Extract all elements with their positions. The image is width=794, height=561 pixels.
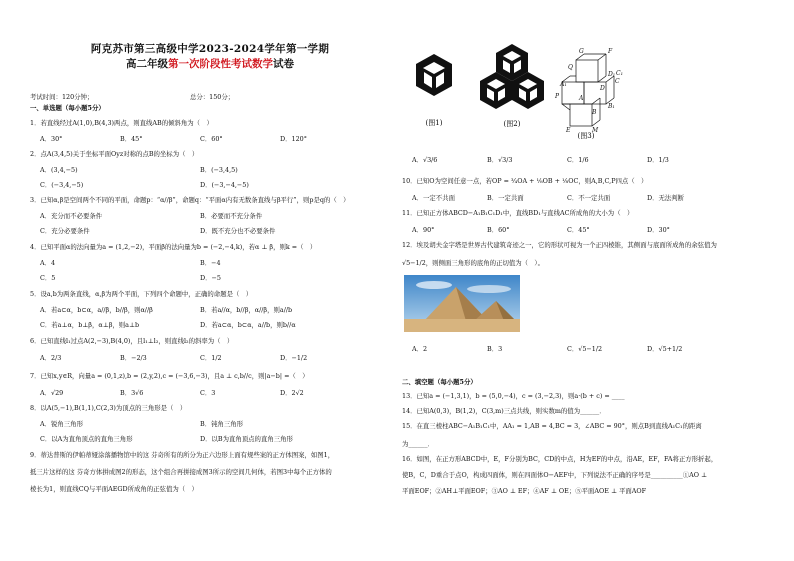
q5-option-a[interactable]: A．若a⊂α，b⊂α，a//β，b//β，则α//β [40,306,153,314]
q3-option-b[interactable]: B．必要而不充分条件 [200,212,263,220]
q9-option-c[interactable]: C．1/6 [567,156,589,164]
q2-option-a[interactable]: A．(3,4,−5) [40,166,78,174]
q10-option-b[interactable]: B．一定共面 [487,194,524,202]
q9-option-d[interactable]: D．1/3 [647,156,669,164]
svg-text:Q: Q [568,64,573,71]
exam-time: 考试时间：120分钟； [30,93,94,101]
question-3-stem: 3．已知α,β是空间两个不同的平面，命题p：“α//β”，命题q：“平面α内有无数条直线与β平行”，则p是q的（ ） [30,196,350,204]
exam-title-line1: 阿克苏市第三高级中学2023-2024学年第一学期 [90,43,330,55]
question-16-line2: 使B，C，D重合于点O，构成四面体，则在四面体O−AEF中，下列说法不正确的序号是__________①AO ⊥ [402,471,707,479]
q12-option-b[interactable]: B．3 [487,345,503,353]
title-grade: 高二年级 [126,58,168,70]
q6-option-c[interactable]: C．1/2 [200,354,222,362]
q3-option-c[interactable]: C．充分必要条件 [40,227,90,235]
q5-option-d[interactable]: D．若a⊂α，b⊂α，a//b，则b//α [200,321,296,329]
exam-title-line2 [30,56,390,71]
q8-option-a[interactable]: A．锐角三角形 [40,420,83,428]
figure-2-caption: (图2) [503,120,521,128]
q4-option-a[interactable]: A．4 [40,259,56,267]
q4-option-b[interactable]: B．−4 [200,259,221,267]
q7-option-b[interactable]: B．3√6 [120,389,144,397]
q7-option-a[interactable]: A．√29 [40,389,64,397]
question-6-stem: 6．已知直线l₁过点A(2,−3),B(4,0)，且l₁⊥l₂，则直线l₂的斜率为（ ） [30,337,234,345]
q8-option-b[interactable]: B．钝角三角形 [200,420,244,428]
q9-option-a[interactable]: A．√3/6 [412,156,438,164]
question-16-line1: 16．如图，在正方形ABCD中，E，F分别为BC，CD的中点，H为EF的中点，沿AE，EF，FA将正方形折起， [402,455,718,463]
q12-option-a[interactable]: A．2 [412,345,428,353]
q4-option-c[interactable]: C．5 [40,274,56,282]
section-heading-single-choice: 一、单选题（每小题5分） [30,104,105,112]
q8-option-c[interactable]: C．以A为直角顶点的直角三角形 [40,435,133,443]
question-14: 14．已知A(0,3)，B(1,2)，C(3,m)三点共线，则实数m的值为______． [402,407,606,415]
q10-option-a[interactable]: A．一定不共面 [412,194,455,202]
q1-option-b[interactable]: B．45° [120,135,143,143]
title-suffix: 试卷 [273,58,294,70]
q5-option-b[interactable]: B．若a//α，b//β，α//β，则a//b [200,306,293,314]
svg-text:B₁: B₁ [608,103,615,110]
q9-option-b[interactable]: B．√3/3 [487,156,513,164]
q6-option-a[interactable]: A．2/3 [40,354,62,362]
figure-1-caption: (图1) [425,119,443,127]
svg-text:G: G [579,48,584,55]
q3-option-d[interactable]: D．既不充分也不必要条件 [200,227,276,235]
total-score: 总分：150分； [190,93,235,101]
title-exam-name: 第一次阶段性考试数学 [168,58,273,70]
q2-option-c[interactable]: C．(−3,4,−5) [40,181,84,189]
q2-option-d[interactable]: D．(−3,−4,−5) [200,181,249,189]
svg-text:D₁: D₁ [608,71,616,78]
svg-text:M: M [592,127,599,134]
q12-option-c[interactable]: C．√5−1/2 [567,345,603,353]
left-column [30,0,390,561]
q1-option-c[interactable]: C．60° [200,135,223,143]
figure-1-cube [412,48,456,128]
section-heading-fill-in: 二、填空题（每小题5分） [402,378,477,386]
question-9-line2: 抵三片这样的这 芬奇方体拼成图2的形态，这个组合再拼接成图3所示的空间几何体，若图3中每个正方体的 [30,468,332,476]
question-1-stem: 1．若直线经过A(1,0),B(4,3)两点，则直线AB的倾斜角为（ ） [30,119,213,127]
question-13: 13．已知a = (−1,3,1)，b = (5,0,−4)，c = (3,−2,3)，则a·(b + c) = ____ [402,392,625,400]
question-15-line2: 为______． [402,440,434,448]
question-11-stem: 11．已知正方体ABCD−A₁B₁C₁D₁中，直线BD₁与直线AC所成角的大小为（ ） [402,209,634,217]
figure-3-cube-diagram [552,48,642,140]
pyramid-photo [404,275,520,332]
question-2-stem: 2．点A(3,4,5)关于坐标平面Oyz对称的点B的坐标为（ ） [30,150,199,158]
question-16-line3: 平面EOF；②AH⊥平面EOF；③AO ⊥ EF；④AF ⊥ OE；⑤平面AOE ⊥ 平面AOF [402,487,647,495]
figure-3-caption: (图3) [577,132,595,140]
svg-text:C: C [615,78,620,85]
q11-option-a[interactable]: A．90° [412,226,435,234]
question-5-stem: 5．设a,b为两条直线，α,β为两个平面，下列四个命题中，正确的命题是（ ） [30,290,253,298]
q7-option-d[interactable]: D．2√2 [280,389,304,397]
svg-text:B: B [592,109,597,116]
svg-text:A: A [579,95,584,102]
q7-option-c[interactable]: C．3 [200,389,216,397]
q10-option-d[interactable]: D．无法判断 [647,194,685,202]
q3-option-a[interactable]: A．充分而不必要条件 [40,212,103,220]
q11-option-b[interactable]: B．60° [487,226,510,234]
svg-text:C₁: C₁ [616,70,623,77]
svg-text:A₁: A₁ [560,81,567,88]
q8-option-d[interactable]: D．以B为直角顶点的直角三角形 [200,435,293,443]
q4-option-d[interactable]: D．−5 [200,274,221,282]
q5-option-c[interactable]: C．若a⊥α，b⊥β，α⊥β，则a⊥b [40,321,140,329]
q1-option-d[interactable]: D．120° [280,135,307,143]
question-7-stem: 7．已知x,y∈R，向量a = (0,1,z),b = (2,y,2),c = (−3,6,−3)，且a ⊥ c,b//c，则|a−b| =（ ） [30,372,309,380]
question-9-line1: 9．蒂达普斯的伊帕蒂娅涂落播物馆中的这 芬奇所有的所分为正六边形上面有规些案的正方体图案，如图1， [30,451,335,459]
svg-text:D: D [600,85,605,92]
q10-option-c[interactable]: C．不一定共面 [567,194,611,202]
question-8-stem: 8．以A(5,−1),B(1,1),C(2,3)为顶点的三角形是（ ） [30,404,187,412]
q12-option-d[interactable]: D．√5+1/2 [647,345,683,353]
question-12-line1: 12．埃及胡夫金字塔是世界古代建筑奇迹之一，它的形状可视为一个正四棱锥，其侧面与底面所成角的余弦值为 [402,241,717,249]
q11-option-c[interactable]: C．45° [567,226,590,234]
q11-option-d[interactable]: D．30° [647,226,670,234]
figure-2-cube-stack [472,40,552,128]
question-10-stem: 10．已知O为空间任意一点，若OP = ³⁄₄OA + ¹⁄₈OB + ¹⁄₈OC，则A,B,C,P四点（ ） [402,177,648,185]
q6-option-b[interactable]: B．−2/3 [120,354,147,362]
question-4-stem: 4．已知平面α的法向量为a = (1,2,−2)，平面β的法向量为b = (−2,−4,k)，若α ⊥ β，则k =（ ） [30,243,317,251]
question-15-line1: 15．在直三棱柱ABC−A₁B₁C₁中，AA₁ = 1,AB = 4,BC = 3，∠ABC = 90°，则点B到直线A₁C₁的距离 [402,422,702,430]
q1-option-a[interactable]: A．30° [40,135,63,143]
svg-text:E: E [566,127,571,134]
svg-text:F: F [608,48,613,55]
question-9-line3: 棱长为1，则直线CQ与平面AEGD所成角的正弦值为（ ） [30,485,198,493]
q6-option-d[interactable]: D．−1/2 [280,354,308,362]
svg-text:P: P [555,93,560,100]
question-12-line2: √5−1/2，则侧面三角形的底角的正切值为（ ）。 [402,259,544,267]
right-column [402,0,772,561]
q2-option-b[interactable]: B．(−3,4,5) [200,166,238,174]
